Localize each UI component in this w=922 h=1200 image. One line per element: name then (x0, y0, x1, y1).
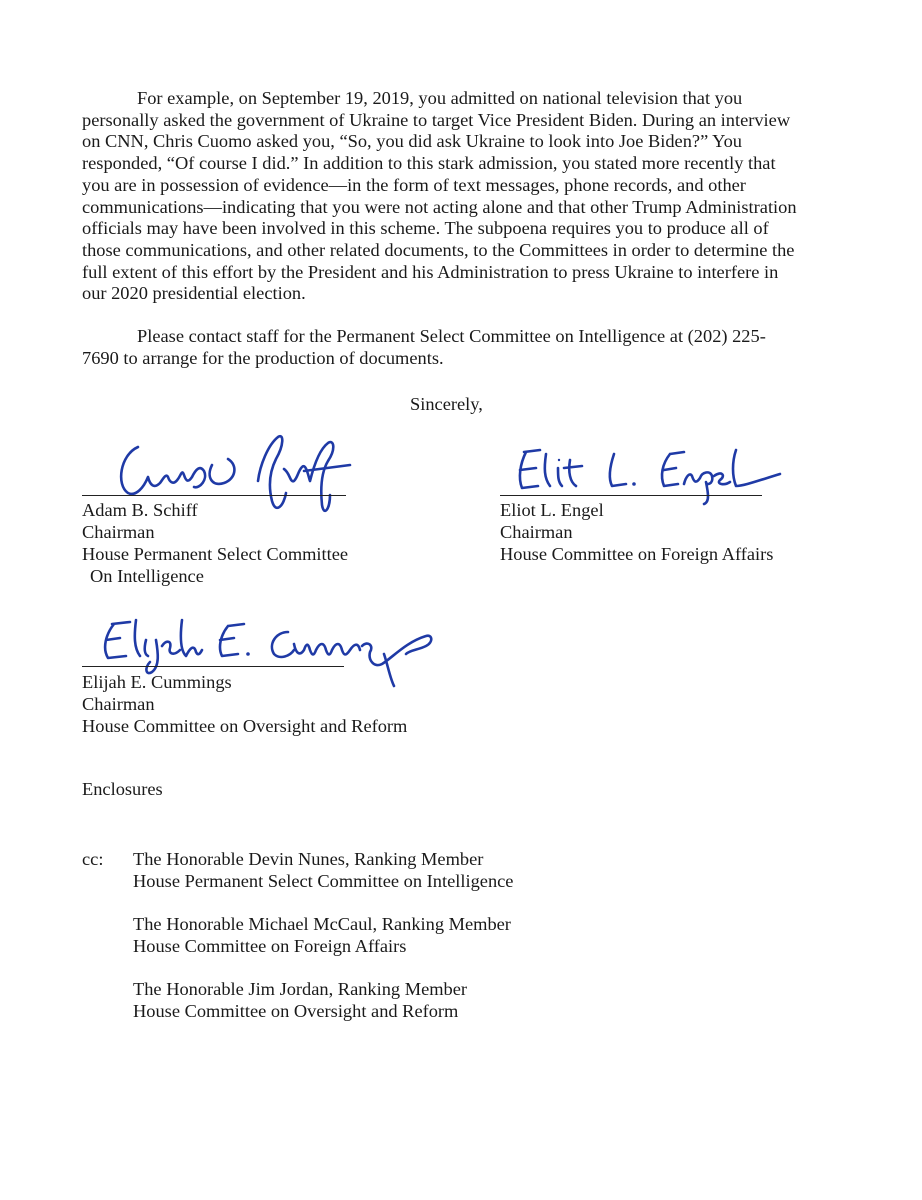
body-paragraph-2 (82, 326, 822, 369)
paragraph-line: you are in possession of evidence—in the form of text messages, phone records, and other (82, 174, 746, 195)
paragraph-line: our 2020 presidential election. (82, 283, 306, 304)
schiff-title: Chairman (82, 522, 155, 542)
cc-recipient-3-committee: House Committee on Oversight and Reform (133, 1001, 459, 1021)
cc-recipient-2-name: The Honorable Michael McCaul, Ranking Member (133, 914, 511, 934)
enclosures-label: Enclosures (82, 779, 163, 799)
closing: Sincerely, (410, 394, 483, 414)
schiff-committee-cont: On Intelligence (90, 566, 204, 586)
paragraph-line: communications—indicating that you were not acting alone and that other Trump Administration (82, 196, 797, 217)
cummings-title: Chairman (82, 694, 155, 714)
cummings-name: Elijah E. Cummings (82, 672, 232, 692)
cc-recipient-2-committee: House Committee on Foreign Affairs (133, 936, 407, 956)
engel-title: Chairman (500, 522, 573, 542)
engel-committee: House Committee on Foreign Affairs (500, 544, 774, 564)
paragraph-line: personally asked the government of Ukraine to target Vice President Biden. During an interview (82, 109, 791, 130)
cc-recipient-1-committee: House Permanent Select Committee on Intelligence (133, 871, 514, 891)
cummings-committee: House Committee on Oversight and Reform (82, 716, 408, 736)
schiff-committee: House Permanent Select Committee (82, 544, 349, 564)
paragraph-line: responded, “Of course I did.” In addition to this stark admission, you stated more recently that (82, 153, 776, 174)
cc-recipient-3-name: The Honorable Jim Jordan, Ranking Member (133, 979, 468, 999)
cc-recipient-1-name: The Honorable Devin Nunes, Ranking Member (133, 849, 484, 869)
signature-line (82, 666, 344, 667)
schiff-name: Adam B. Schiff (82, 500, 198, 520)
paragraph-line: Please contact staff for the Permanent Select Committee on Intelligence at (202) 225- (137, 326, 766, 346)
cc-label: cc: (82, 849, 104, 869)
paragraph-line: on CNN, Chris Cuomo asked you, “So, you did ask Ukraine to look into Joe Biden?” You (82, 131, 742, 152)
paragraph-line: officials may have been involved in this scheme. The subpoena requires you to produce all of (82, 218, 769, 239)
paragraph-line: For example, on September 19, 2019, you admitted on national television that you (137, 88, 743, 108)
signature-line (82, 495, 346, 496)
body-paragraph-1 (82, 88, 822, 305)
signature-line (500, 495, 762, 496)
paragraph-line: 7690 to arrange for the production of documents. (82, 347, 444, 368)
paragraph-line: full extent of this effort by the President and his Administration to press Ukraine to interfere in (82, 261, 779, 282)
paragraph-line: those communications, and other related documents, to the Committees in order to determine the (82, 239, 795, 260)
engel-name: Eliot L. Engel (500, 500, 604, 520)
